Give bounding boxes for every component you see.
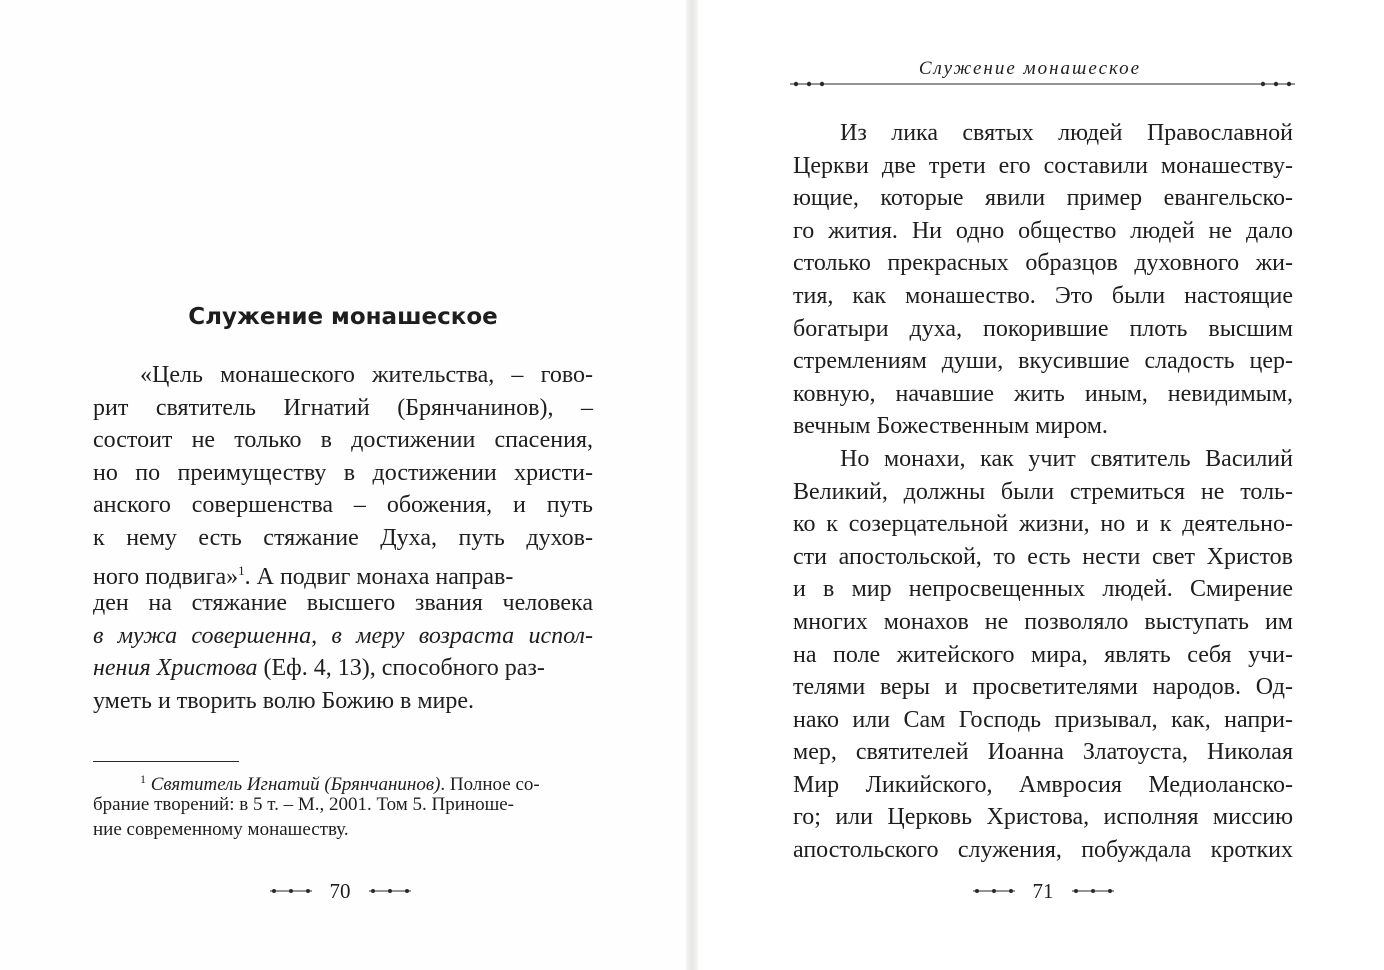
text-line: рит святитель Игнатий (Брянчанинов), – (93, 394, 593, 421)
ornament-icon (973, 887, 1015, 895)
text-line: но по преимуществу в достижении христи- (93, 459, 593, 486)
chapter-title: Служение монашеское (188, 304, 498, 330)
text-line: и в мир непросвещенных людей. Смирение (793, 576, 1293, 603)
text-line: Но монахи, как учит святитель Василий (840, 445, 1293, 472)
text-line: телями веры и просветителями народов. Од- (793, 674, 1293, 701)
text-line: тия, как монашество. Это были настоящие (793, 282, 1293, 309)
ornament-icon (270, 887, 312, 895)
running-header: Служение монашеское (918, 58, 1142, 79)
page-number-right (943, 876, 1143, 906)
footnote-number: 1 (140, 772, 146, 786)
ornament-icon (1072, 887, 1114, 895)
text-line: ковную, начавшие жить иным, невидимым, (793, 380, 1293, 407)
text-line: «Цель монашеского жительства, – гово- (140, 362, 593, 388)
text-line: многих монахов не позволяло выступать им (793, 608, 1293, 635)
text-line (93, 652, 593, 685)
text-line (93, 555, 593, 588)
scripture-quote-end: нения Христова (93, 655, 258, 682)
quote-end: ного подвига» (93, 563, 239, 590)
page-number: 71 (1032, 878, 1054, 903)
text-line: Церкви две трети его составили монашеству- (793, 152, 1293, 179)
text-line: апостольского служения, побуждала кротких (793, 837, 1293, 864)
footnote-author: Святитель Игнатий (Брянчанинов) (150, 774, 441, 795)
scripture-quote-line: в мужа совершенна, в меру возраста испол- (93, 622, 593, 649)
footnote-divider (93, 761, 239, 762)
page-number-left (240, 876, 440, 906)
text-line: на поле житейского мира, являть себя учи- (793, 641, 1293, 668)
text-line: состоит не только в достижении спасения, (93, 427, 593, 454)
text-line: стремлениям души, вкусившие сладость цер- (793, 348, 1293, 375)
book-gutter (686, 0, 698, 970)
text-fragment: (Еф. 4, 13), способного раз- (257, 655, 545, 682)
footnote-line (93, 767, 593, 795)
text-line: столько прекрасных образцов духовного жи- (793, 250, 1293, 277)
text-line: ден на стяжание высшего звания человека (93, 590, 593, 617)
right-page-text (793, 117, 1293, 867)
text-line: Из лика святых людей Православной (840, 120, 1293, 146)
text-line: го; или Церковь Христова, исполняя миссию (793, 804, 1293, 831)
text-line: анского совершенства – обожения, и путь (93, 492, 593, 519)
page-number: 70 (329, 878, 351, 903)
footnote (93, 767, 593, 842)
header-ornament-rule (790, 79, 1295, 89)
text-line: сти апостольской, то есть нести свет Христов (793, 543, 1293, 570)
text-fragment: . Полное со- (440, 774, 540, 795)
left-paragraph (93, 359, 593, 718)
text-line: ко к созерцательной жизни, но и к деятельно- (793, 511, 1293, 538)
text-line: вечным Божественным миром. (793, 413, 1108, 440)
ornament-icon (369, 887, 411, 895)
text-line: уметь и творить волю Божию в мире. (93, 687, 475, 714)
text-line: нако или Сам Господь призывал, как, напри- (793, 706, 1293, 733)
text-fragment: . А подвиг монаха направ- (244, 563, 514, 590)
text-line: к нему есть стяжание Духа, путь духов- (93, 524, 593, 551)
text-line: Мир Ликийского, Амвросия Медиоланско- (793, 771, 1293, 798)
text-line: го жития. Ни одно общество людей не дало (793, 217, 1293, 244)
footnote-line: брание творений: в 5 т. – М., 2001. Том 5. Приноше- (93, 794, 515, 815)
text-line: мер, святителей Иоанна Златоуста, Николая (793, 739, 1293, 766)
text-line: ющие, которые явили пример евангельско- (793, 185, 1293, 212)
text-line: Великий, должны были стремиться не толь- (793, 478, 1293, 505)
text-line: богатыри духа, покорившие плоть высшим (793, 315, 1293, 342)
footnote-reference[interactable]: 1 (238, 562, 245, 578)
footnote-line: ние современному монашеству. (93, 819, 349, 840)
